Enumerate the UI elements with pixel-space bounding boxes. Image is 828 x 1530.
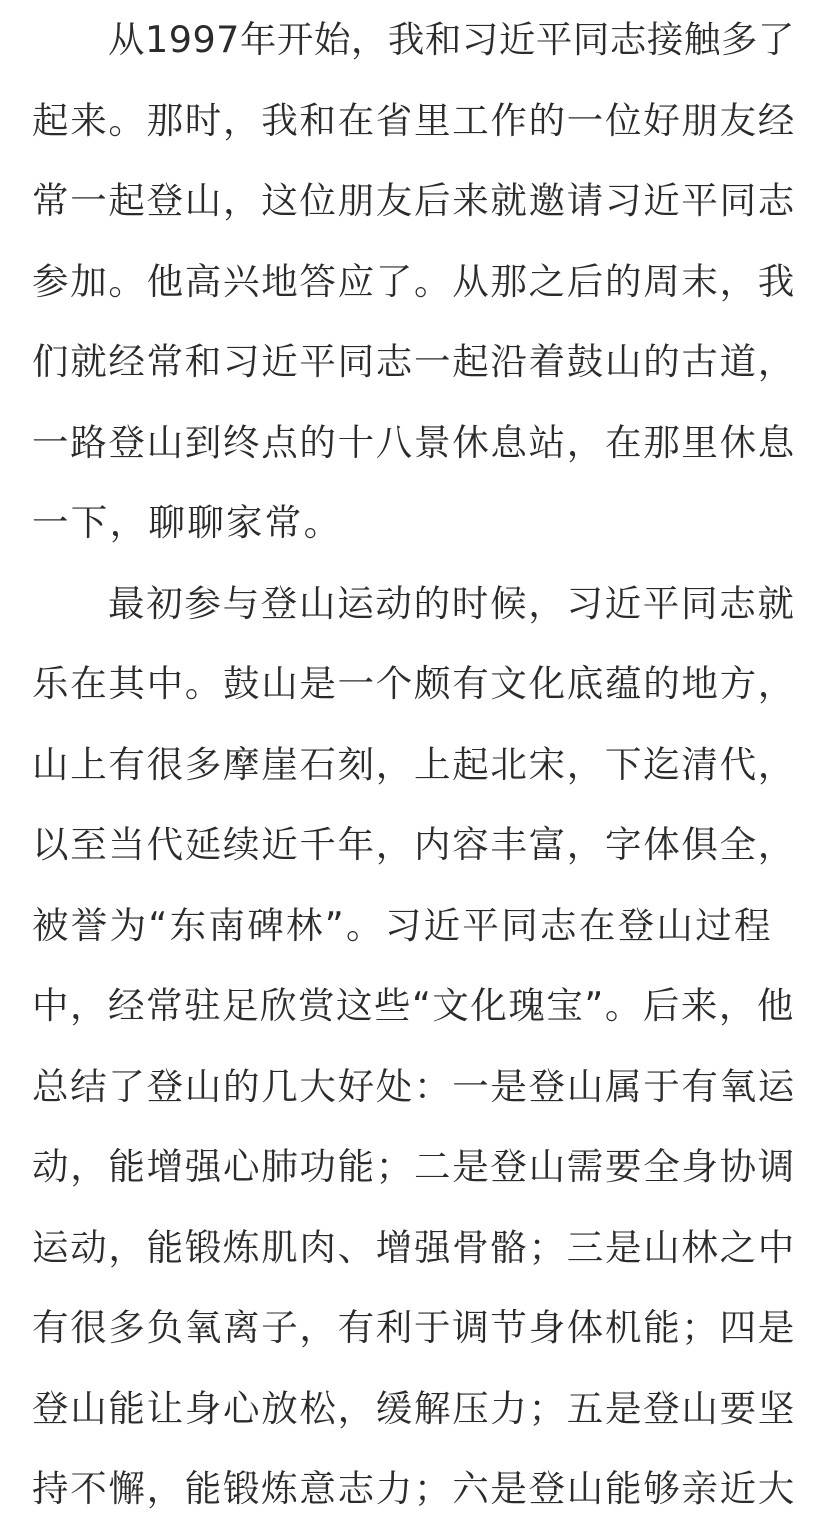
article-body: [32, 0, 796, 1530]
text-line: 以至当代延续近千年，内容丰富，字体俱全，: [32, 823, 796, 866]
text-line: 被誉为“东南碑林”。习近平同志在登山过程: [32, 903, 773, 947]
text-line: 参加。他高兴地答应了。从那之后的周末，我: [32, 259, 796, 303]
text-line: 登山能让身心放松，缓解压力；五是登山要坚: [32, 1386, 796, 1430]
text-line: 常一起登山，这位朋友后来就邀请习近平同志: [32, 179, 796, 222]
text-line: 起来。那时，我和在省里工作的一位好朋友经: [32, 98, 796, 142]
paragraph-1: [32, 0, 796, 564]
text-line: 最初参与登山运动的时候，习近平同志就: [108, 581, 796, 625]
text-line: 山上有很多摩崖石刻，上起北宋，下迄清代，: [32, 742, 796, 786]
paragraph-2: [32, 564, 796, 1530]
text-line: 们就经常和习近平同志一起沿着鼓山的古道，: [32, 340, 796, 383]
text-line: 中，经常驻足欣赏这些“文化瑰宝”。后来，他: [32, 984, 795, 1027]
text-line: 持不懈，能锻炼意志力；六是登山能够亲近大: [32, 1467, 796, 1510]
text-line: 乐在其中。鼓山是一个颇有文化底蕴的地方，: [32, 662, 796, 705]
text-line: 从1997年开始，我和习近平同志接触多了: [108, 18, 795, 61]
text-line: 有很多负氧离子，有利于调节身体机能；四是: [32, 1306, 796, 1349]
text-line: 运动，能锻炼肌肉、增强骨骼；三是山林之中: [32, 1225, 796, 1269]
text-line: 动，能增强心肺功能；二是登山需要全身协调: [32, 1145, 796, 1188]
text-line: 一下，聊聊家常。: [32, 501, 343, 544]
text-line: 一路登山到终点的十八景休息站，在那里休息: [32, 420, 796, 464]
text-line: 总结了登山的几大好处：一是登山属于有氧运: [32, 1064, 796, 1108]
